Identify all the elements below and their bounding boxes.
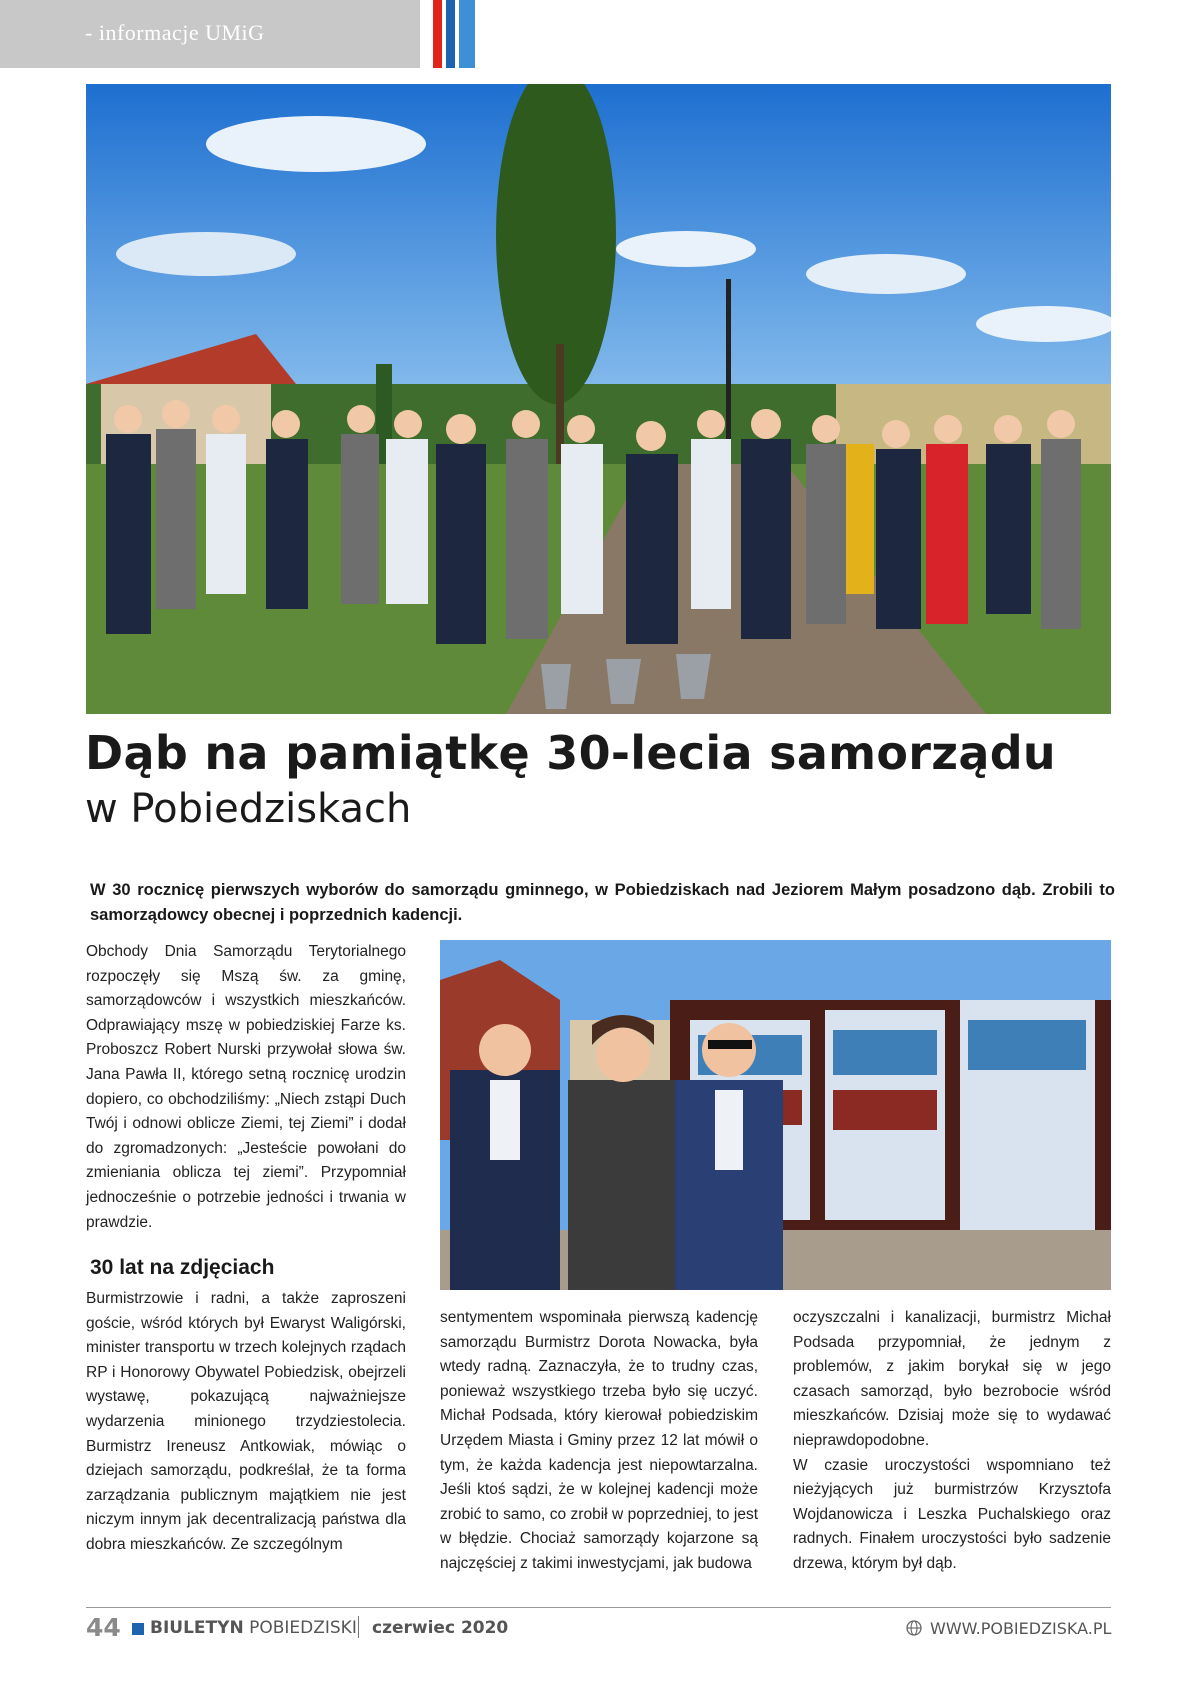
globe-icon [906, 1620, 922, 1636]
publication-name-rest: POBIEDZISKI [249, 1618, 357, 1638]
column-1-continued [86, 1287, 406, 1558]
article-title: Dąb na pamiątkę 30-lecia samorządu [85, 726, 1056, 780]
footer-square-marker [132, 1623, 144, 1635]
paragraph-tree-planting: W czasie uroczystości wspomniano też nieżyjących już burmistrzów Krzysztofa Wojdanowicza i Leszka Puchalskiego oraz radnych. Finałem uroczystości było sadzenie drzewa, którym był dąb. [793, 1456, 1111, 1572]
section-label: - informacje UMiG [85, 20, 265, 45]
column-2-text [440, 1306, 758, 1577]
blue-stripe [446, 0, 455, 68]
footer-rule [86, 1607, 1111, 1608]
column-3-text [793, 1306, 1111, 1577]
publication-name-bold: BIULETYN [150, 1618, 244, 1638]
light-blue-stripe [459, 0, 475, 68]
column-1-text [86, 940, 406, 1235]
main-photo [86, 84, 1111, 714]
red-stripe [433, 0, 442, 68]
publication-name [150, 1618, 357, 1638]
exhibition-photo [440, 940, 1111, 1290]
page-number: 44 [86, 1613, 121, 1642]
website-link[interactable]: WWW.POBIEDZISKA.PL [930, 1619, 1112, 1638]
article-subtitle: w Pobiedziskach [85, 786, 412, 832]
issue-date: czerwiec 2020 [372, 1618, 509, 1638]
subheading: 30 lat na zdjęciach [90, 1256, 275, 1279]
article-lead: W 30 rocznicę pierwszych wyborów do samorządu gminnego, w Pobiedziskach nad Jeziorem Małym posadzono dąb. Zrobili to samorządowcy obecnej i poprzednich kadencji. [90, 881, 1115, 924]
paragraph-mass: Obchody Dnia Samorządu Terytorialnego rozpoczęły się Mszą św. za gminę, samorządowców i wszystkich mieszkańców. Odprawiający mszę w pobiedziskiej Farze ks. Proboszcz Robert Nurski przywołał słowa św. Jana Pawła II, którego setną rocznicę urodzin dopiero, co obchodziliśmy: „Niech zstąpi Duch Twój i odnowi oblicze Ziemi, tej Ziemi” i dodał do zgromadzonych: „Jesteście powołani do zmieniania oblicza tej ziemi”. Przypomniał jednocześnie o potrzebie jedności i trwania w prawdzie. [86, 943, 406, 1231]
paragraph-unemployment: oczyszczalni i kanalizacji, burmistrz Michał Podsada przypomniał, że jednym z problemów, z jakim borykał się w jego czasach samorząd, było bezrobocie wśród mieszkańców. Dzisiaj może się to wydawać nieprawdopodobne. [793, 1309, 1111, 1449]
paragraph-exhibition: Burmistrzowie i radni, a także zaproszeni goście, wśród których był Ewaryst Waligórski, minister transportu w trzech kolejnych rządach RP i Honorowy Obywatel Pobiedzisk, obejrzeli wystawę, pokazującą najważniejsze wydarzenia minionego trzydziestolecia. Burmistrz Ireneusz Antkowiak, mówiąc o dziejach samorządu, podkreślał, że ta forma zarządzania publicznym majątkiem nie jest niczym innym jak decentralizacją państwa dla dobra mieszkańców. Ze szczególnym [86, 1290, 406, 1553]
paragraph-first-term: sentymentem wspominała pierwszą kadencję samorządu Burmistrz Dorota Nowacka, była wtedy radną. Zaznaczyła, że to trudny czas, ponieważ wszystkiego trzeba było się uczyć. Michał Podsada, który kierował pobiedziskim Urzędem Miasta i Gminy przez 12 lat mówił o tym, że każda kadencja jest niepowtarzalna. Jeśli ktoś sądzi, że w kolejnej kadencji może zrobić to samo, co zrobił w poprzedniej, to jest w błędzie. Chociaż samorządy kojarzone są najczęściej z takimi inwestycjami, jak budowa [440, 1309, 758, 1572]
footer-separator [358, 1616, 359, 1638]
